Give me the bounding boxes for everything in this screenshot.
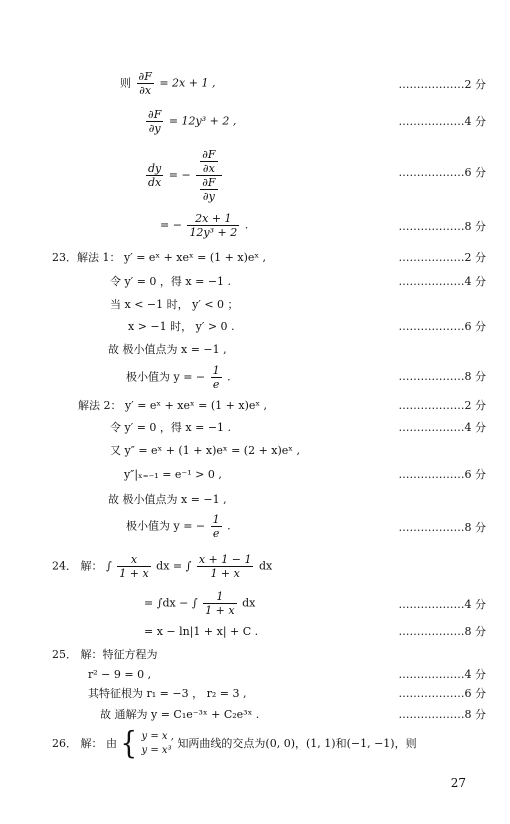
q25-line-3: 其特征根为 r₁ = −3 ， r₂ = 3 , — [88, 687, 247, 700]
score-4: ………………4 分 — [398, 421, 486, 434]
fraction: $\frac{\partial F}{\partial y}$ — [148, 108, 162, 135]
score-4: ………………4 分 — [398, 598, 486, 611]
q23-line-2: 令 y′ = 0 ，得 x = −1 . — [110, 275, 232, 288]
compound-fraction: $\frac{\frac{\partial F}{\partial x}}{\frac{\partial F}{\partial y}}$ — [196, 148, 221, 203]
score-4: ………………4 分 — [398, 668, 486, 681]
fraction: $\frac{2x + 1}{\text{12y³ + 2}}$ — [189, 212, 238, 239]
fraction: $\frac{x}{1 + x}$ — [119, 553, 149, 580]
page-number: 27 — [450, 776, 466, 790]
line-result-22: = − $\frac{2x + 1}{\text{12y³ + 2}}$ . — [160, 212, 249, 239]
left-brace: { — [120, 726, 138, 762]
q25-line-2: r² − 9 = 0 , — [88, 668, 152, 681]
q23-method2-line-3: 又 y″ = eˣ + (1 + x)eˣ = (2 + x)eˣ , — [110, 444, 300, 457]
q24-line-1: 24． 解： ∫ $\frac{x}{1 + x}$ dx = ∫ $\frac{x + 1 - 1}{1 + x}$ dx — [52, 553, 273, 580]
score-8: ………………8 分 — [398, 708, 486, 721]
score-8: ………………8 分 — [398, 370, 486, 383]
q23-line-5: 故 极小值点为 x = −1 , — [108, 343, 227, 356]
q25-line-1: 25． 解：特征方程为 — [52, 648, 158, 661]
line-dF-dy: $\frac{\partial F}{\partial y}$ = 12y³ + 2 , — [148, 108, 237, 135]
score-8: ………………8 分 — [398, 625, 486, 638]
fraction: $\frac{x + 1 - 1}{1 + x}$ — [198, 553, 252, 580]
q23-line-1: 23．解法 1： y′ = eˣ + xeˣ = (1 + x)eˣ , — [52, 251, 267, 264]
q26-line-1: 26． 解： 由 { y = x , y = x³ 知两曲线的交点为(0, 0)，(1, 1)和(−1, −1)，则 — [52, 726, 417, 762]
q23-method2-line-5: 故 极小值点为 x = −1 , — [108, 493, 227, 506]
q24-line-3: = x − ln|1 + x| + C . — [144, 625, 259, 638]
score-6: ………………6 分 — [398, 468, 486, 481]
q25-line-4: 故 通解为 y = C₁e⁻³ˣ + C₂e³ˣ . — [100, 708, 260, 721]
line-dF-dx: 则 $\frac{\partial F}{\partial x}$ = 2x + 1 , — [120, 70, 216, 97]
fraction: $\frac{1}{e}$ — [212, 364, 220, 391]
score-4: ………………4 分 — [398, 275, 486, 288]
fraction: $\frac{dy}{dx}$ — [148, 162, 162, 189]
q23-method2-line-2: 令 y′ = 0 ，得 x = −1 . — [110, 421, 232, 434]
q23-method2-line-4: y″|ₓ₌₋₁ = e⁻¹ > 0 , — [124, 468, 222, 481]
q23-method2-line-6: 极小值为 y = − $\frac{1}{e}$ . — [126, 513, 231, 540]
score-6: ………………6 分 — [398, 166, 486, 179]
score-6: ………………6 分 — [398, 687, 486, 700]
score-8: ………………8 分 — [398, 521, 486, 534]
score-4: ………………4 分 — [398, 115, 486, 128]
score-8: ………………8 分 — [398, 220, 486, 233]
q23-line-6: 极小值为 y = − $\frac{1}{e}$ . — [126, 364, 231, 391]
q23-method2-line-1: 解法 2： y′ = eˣ + xeˣ = (1 + x)eˣ , — [78, 399, 268, 412]
score-6: ………………6 分 — [398, 320, 486, 333]
line-dy-dx: $\frac{dy}{dx}$ = − $\frac{\frac{\partial F}{\partial x}}{\frac{\partial F}{\partial y}}$ — [144, 148, 224, 203]
score-2: ………………2 分 — [398, 399, 486, 412]
equation-system: y = x , y = x³ — [141, 731, 174, 756]
score-2: ………………2 分 — [398, 78, 486, 91]
fraction: $\frac{\partial F}{\partial x}$ — [138, 70, 152, 97]
q23-line-4: x > −1 时， y′ > 0 . — [128, 320, 235, 333]
q23-line-3: 当 x < −1 时， y′ < 0 ； — [110, 298, 239, 311]
q24-line-2: = ∫dx − ∫ $\frac{1}{1 + x}$ dx — [144, 590, 256, 617]
fraction: $\frac{1}{e}$ — [212, 513, 220, 540]
fraction: $\frac{1}{1 + x}$ — [205, 590, 235, 617]
score-2: ………………2 分 — [398, 251, 486, 264]
